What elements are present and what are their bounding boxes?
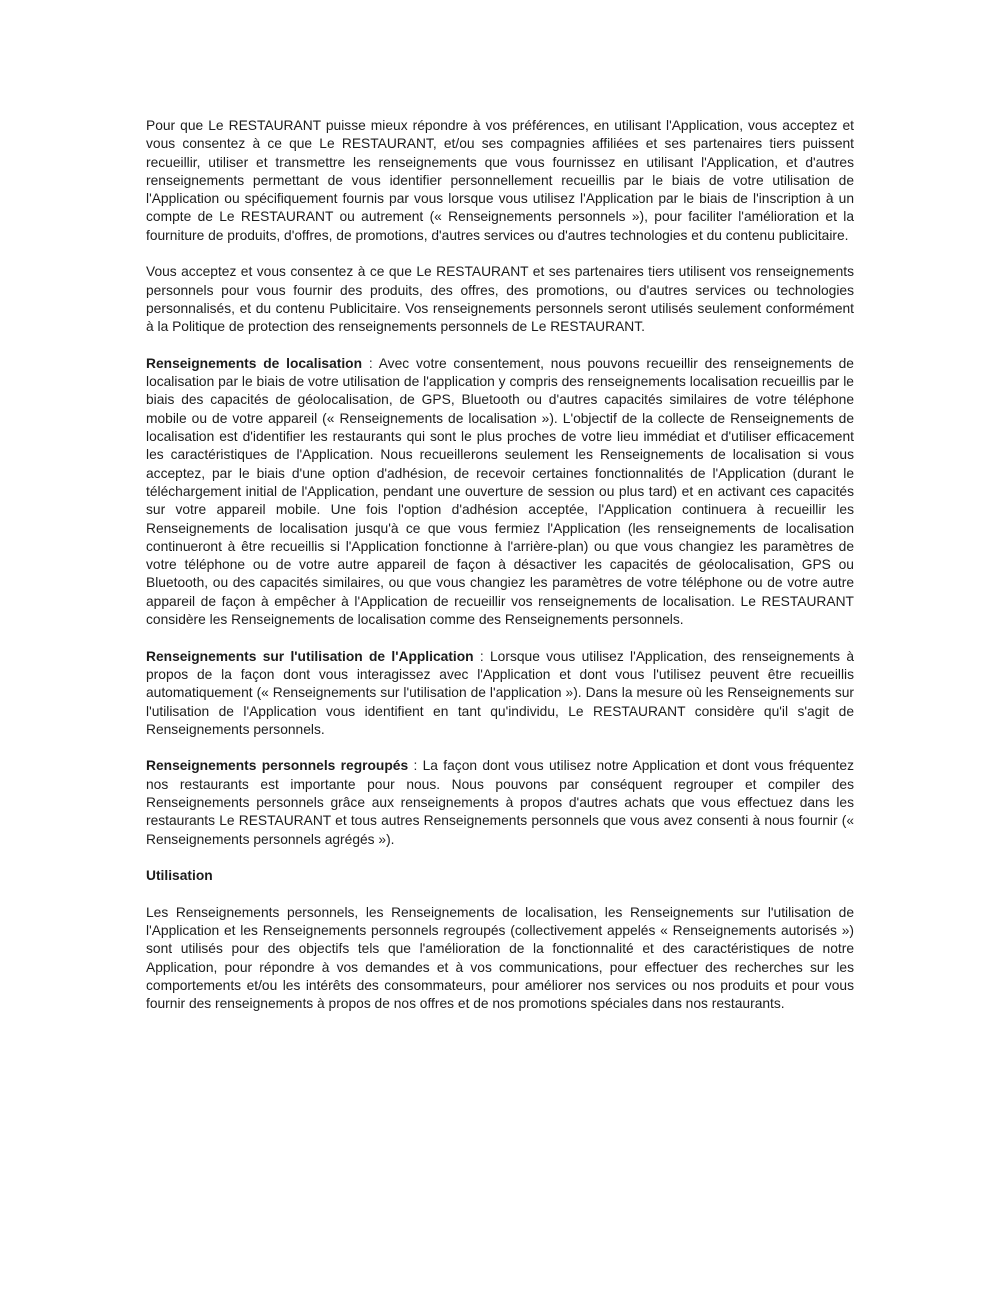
paragraph-text: : Lorsque vous utilisez l'Application, des renseignements à propos de la façon dont vous interagissez avec l'Application et dont vous l'utilisez peuvent être recueillis automatiquement (« Renseignements sur l'utilisation de l'application »). Dans la mesure où les Renseignements sur l'utilisation de l'Application vous identifient en tant qu'individu, Le RESTAURANT considère qu'il s'agit de Renseignements personnels. bbox=[146, 648, 854, 737]
paragraph-text: Les Renseignements personnels, les Renseignements de localisation, les Renseignements sur l'utilisation de l'Application et les Renseignements personnels regroupés (collectivement appelés « Renseignements autorisés ») sont utilisés pour des objectifs tels que l'amélioration de la fonctionnalité et des caractéristiques de notre Application, pour répondre à vos demandes et à vos communications, pour effectuer des recherches sur les comportements et/ou les intérêts des consommateurs, pour améliorer nos services ou nos produits et pour vous fournir des renseignements à propos de nos offres et de nos promotions spéciales dans nos restaurants. bbox=[146, 904, 854, 1012]
paragraph-text: Pour que Le RESTAURANT puisse mieux répondre à vos préférences, en utilisant l'Application, vous acceptez et vous consentez à ce que Le RESTAURANT, et/ou ses compagnies affiliées et ses partenaires tiers puissent recueillir, utiliser et transmettre les renseignements que vous fournissez en utilisant l'Application, et d'autres renseignements permettant de vous identifier personnellement recueillis par le biais de votre utilisation de l'Application ou spécifiquement fournis par vous lorsque vous utilisez l'Application par le biais de l'inscription à un compte de Le RESTAURANT ou autrement (« Renseignements personnels »), pour faciliter l'amélioration et la fourniture de produits, d'offres, de promotions, d'autres services ou d'autres technologies et du contenu publicitaire. bbox=[146, 118, 854, 243]
paragraph-lead: Renseignements sur l'utilisation de l'Application bbox=[146, 648, 474, 664]
utilisation-section-heading: Utilisation bbox=[146, 868, 213, 884]
document-page bbox=[146, 0, 854, 1014]
app-usage-info-paragraph bbox=[146, 648, 854, 739]
paragraph-text: Vous acceptez et vous consentez à ce que Le RESTAURANT et ses partenaires tiers utilisent vos renseignements personnels pour vous fournir des produits, des offres, des promotions, ou d'autres services ou technologies personnalisés, et du contenu Publicitaire. Vos renseignements personnels seront utilisés seulement conformément à la Politique de protection des renseignements personnels de Le RESTAURANT. bbox=[146, 264, 854, 335]
paragraph-lead: Renseignements de localisation bbox=[146, 355, 363, 371]
utilisation-paragraph bbox=[146, 904, 854, 1014]
aggregated-info-paragraph bbox=[146, 757, 854, 848]
paragraph-text: : La façon dont vous utilisez notre Application et dont vous fréquentez nos restaurants est importante pour nous. Nous pouvons par conséquent regrouper et compiler des Renseignements personnels grâce aux renseignements à propos d'autres achats que vous effectuez dans les restaurants Le RESTAURANT et tous autres Renseignements personnels que vous avez consenti à nous fournir (« Renseignements personnels agrégés »). bbox=[146, 758, 854, 847]
consent-paragraph bbox=[146, 263, 854, 336]
paragraph-lead: Renseignements personnels regroupés bbox=[146, 758, 409, 774]
location-info-paragraph bbox=[146, 355, 854, 629]
paragraph-text: : Avec votre consentement, nous pouvons recueillir des renseignements de localisation par le biais de votre utilisation de l'application y compris des renseignements localisation recueillis par le biais des capacités de géolocalisation, de GPS, Bluetooth ou d'autres capacités similaires de votre téléphone mobile ou de votre appareil (« Renseignements de localisation »). L'objectif de la collecte de Renseignements de localisation est d'identifier les restaurants qui sont le plus proches de votre lieu immédiat et d'utiliser efficacement les caractéristiques de l'Application. Nous recueillerons seulement les Renseignements de localisation si vous acceptez, par le biais d'une option d'adhésion, de recevoir certaines fonctionnalités de l'Application (durant le téléchargement initial de l'Application, pendant une ouverture de session ou plus tard) et en activant ces capacités sur votre appareil mobile. Une fois l'option d'adhésion acceptée, l'Application continuera à recueillir les Renseignements de localisation jusqu'à ce que vous fermiez l'Application (les renseignements de localisation continueront à être recueillis si l'Application fonctionne à l'arrière-plan) ou que vous changiez les paramètres de votre téléphone ou de votre autre appareil de façon à désactiver les capacités de géolocalisation, GPS ou Bluetooth, ou des capacités similaires, ou que vous changiez les paramètres de votre téléphone ou de votre autre appareil de façon à empêcher à l'Application de recueillir vos renseignements de localisation. Le RESTAURANT considère les Renseignements de localisation comme des Renseignements personnels. bbox=[146, 355, 854, 628]
intro-paragraph bbox=[146, 117, 854, 245]
